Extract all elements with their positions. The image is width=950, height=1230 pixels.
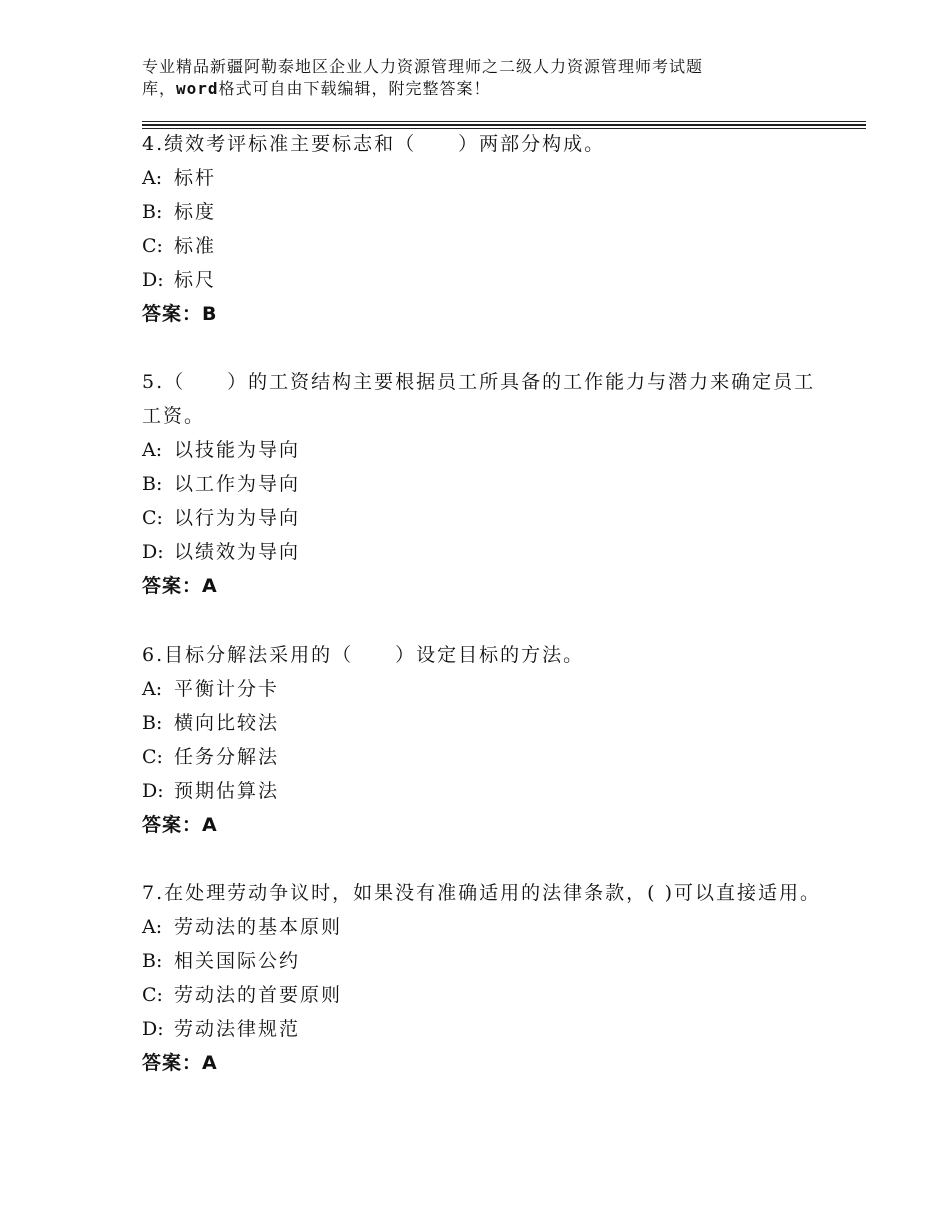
option-letter: A: (142, 167, 163, 189)
question-stem: 7.在处理劳动争议时，如果没有准确适用的法律条款，( )可以直接适用。 (142, 882, 821, 904)
question-stem: 4.绩效考评标准主要标志和（ ）两部分构成。 (142, 133, 606, 155)
document-header (142, 56, 842, 100)
option-a (142, 161, 822, 195)
option-d (142, 263, 822, 297)
option-letter: D: (142, 541, 164, 563)
option-letter: D: (142, 269, 164, 291)
option-d (142, 1012, 822, 1046)
option-text: 以绩效为导向 (174, 541, 301, 563)
option-d (142, 535, 822, 569)
option-text: 预期估算法 (174, 780, 280, 802)
header-word-format: word (176, 79, 219, 98)
option-text: 劳动法律规范 (174, 1018, 301, 1040)
question-5 (142, 365, 822, 603)
answer-label: 答案：A (142, 575, 218, 597)
option-d (142, 774, 822, 808)
question-4 (142, 127, 822, 331)
option-letter: B: (142, 950, 163, 972)
header-line-2 (142, 78, 842, 100)
option-b (142, 467, 822, 501)
option-text: 以行为为导向 (174, 507, 301, 529)
option-letter: A: (142, 678, 163, 700)
option-text: 相关国际公约 (174, 950, 301, 972)
header-divider-middle (142, 124, 866, 126)
header-divider-top (142, 121, 866, 122)
option-text: 以工作为导向 (174, 473, 301, 495)
option-b (142, 706, 822, 740)
option-b (142, 195, 822, 229)
answer-label: 答案：A (142, 1052, 218, 1074)
option-letter: B: (142, 201, 163, 223)
option-letter: C: (142, 746, 163, 768)
option-text: 任务分解法 (174, 746, 280, 768)
question-stem: 5.（ ）的工资结构主要根据员工所具备的工作能力与潜力来确定员工工资。 (142, 371, 816, 427)
option-c (142, 740, 822, 774)
option-letter: C: (142, 984, 163, 1006)
question-stem: 6.目标分解法采用的（ ）设定目标的方法。 (142, 644, 585, 666)
header-line-2-prefix: 库， (142, 79, 177, 98)
option-letter: C: (142, 507, 163, 529)
option-text: 以技能为导向 (174, 439, 301, 461)
option-letter: B: (142, 473, 163, 495)
option-text: 平衡计分卡 (174, 678, 280, 700)
option-letter: C: (142, 235, 163, 257)
option-a (142, 672, 822, 706)
option-letter: D: (142, 1018, 164, 1040)
option-b (142, 944, 822, 978)
option-text: 劳动法的首要原则 (174, 984, 343, 1006)
option-c (142, 978, 822, 1012)
option-letter: A: (142, 439, 163, 461)
option-letter: D: (142, 780, 164, 802)
option-letter: B: (142, 712, 163, 734)
option-letter: A: (142, 916, 163, 938)
option-c (142, 501, 822, 535)
answer-label: 答案：A (142, 814, 218, 836)
option-text: 标尺 (174, 269, 217, 291)
question-7 (142, 876, 822, 1080)
option-text: 横向比较法 (174, 712, 280, 734)
option-a (142, 910, 822, 944)
header-line-1: 专业精品新疆阿勒泰地区企业人力资源管理师之二级人力资源管理师考试题 (142, 57, 704, 76)
option-a (142, 433, 822, 467)
option-text: 标准 (174, 235, 217, 257)
header-line-2-suffix: 格式可自由下载编辑，附完整答案！ (218, 79, 491, 98)
question-6 (142, 638, 822, 842)
option-text: 标杆 (174, 167, 217, 189)
option-text: 标度 (174, 201, 217, 223)
answer-label: 答案：B (142, 303, 218, 325)
option-text: 劳动法的基本原则 (174, 916, 343, 938)
option-c (142, 229, 822, 263)
